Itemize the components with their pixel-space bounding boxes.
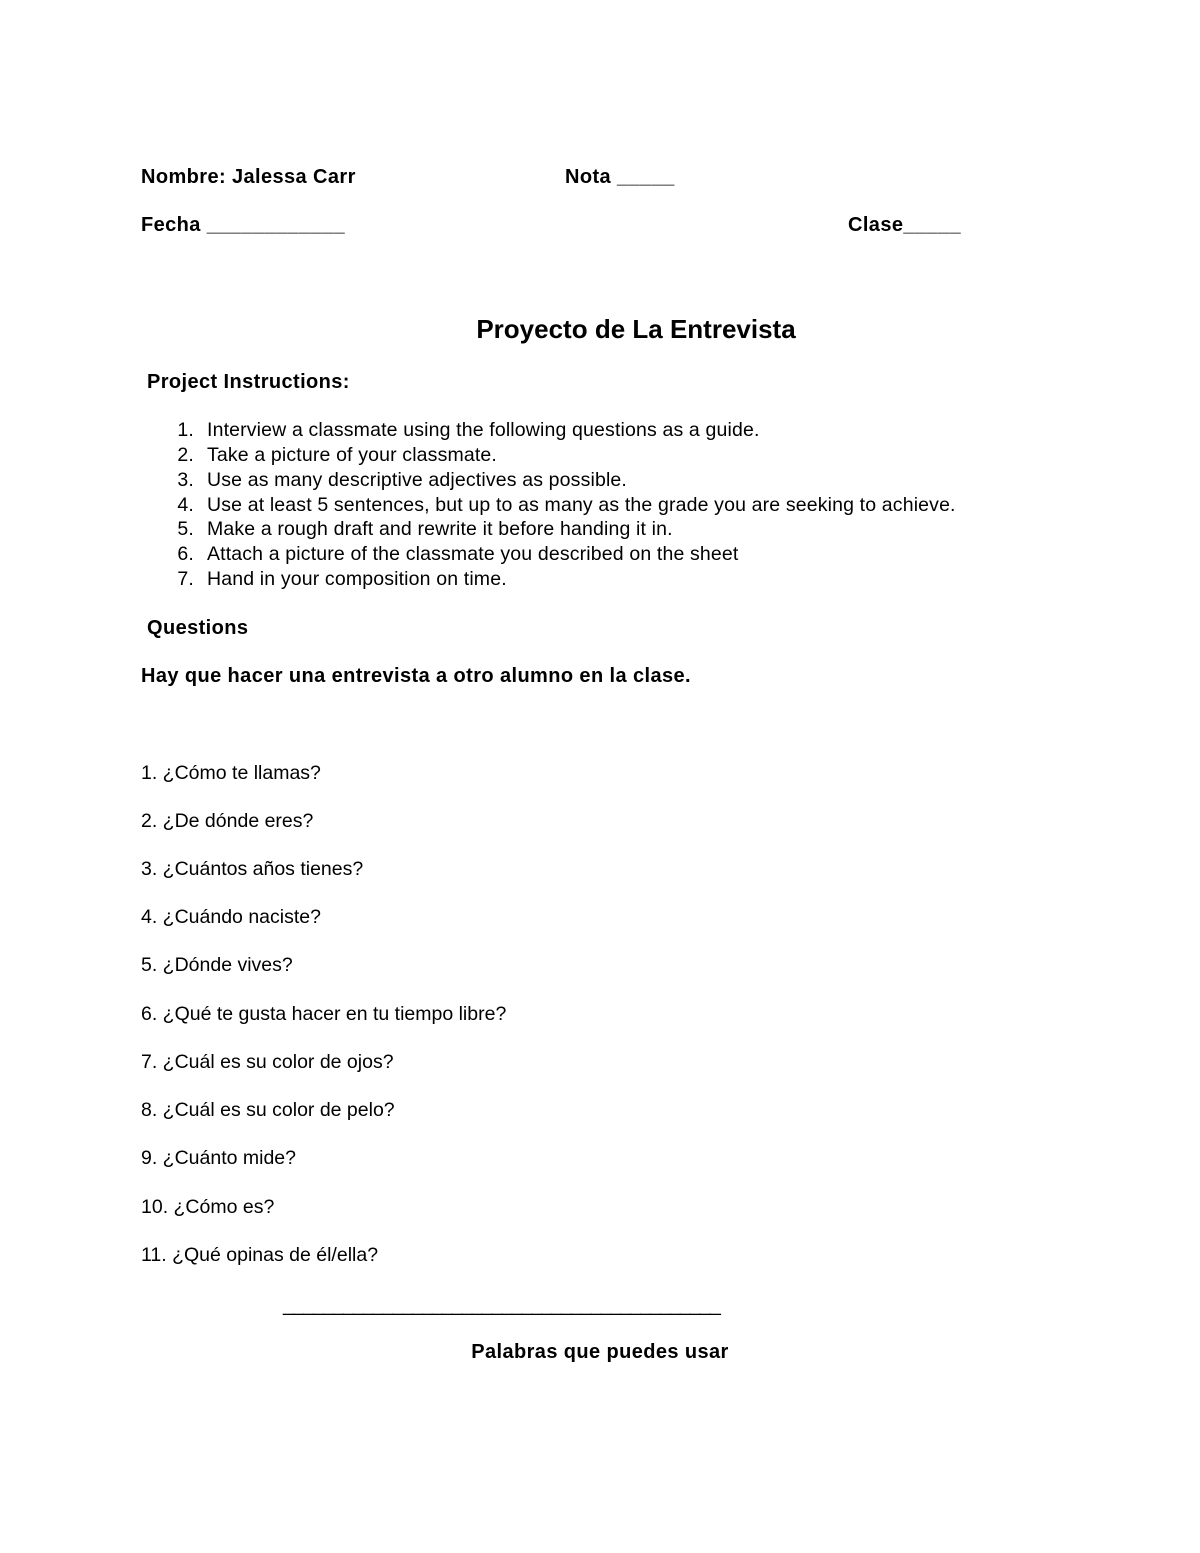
- instruction-item: 1. Interview a classmate using the following questions as a guide.: [177, 419, 760, 441]
- page-title: Proyecto de La Entrevista: [476, 314, 796, 344]
- question-item: 11. ¿Qué opinas de él/ella?: [141, 1244, 379, 1266]
- instruction-item: 2. Take a picture of your classmate.: [177, 444, 497, 466]
- instruction-item: 5. Make a rough draft and rewrite it before handing it in.: [177, 518, 673, 540]
- question-item: 5. ¿Dónde vives?: [141, 954, 293, 976]
- instructions-heading: Project Instructions:: [147, 371, 350, 393]
- question-item: 7. ¿Cuál es su color de ojos?: [141, 1051, 394, 1073]
- question-item: 4. ¿Cuándo naciste?: [141, 906, 321, 928]
- question-item: 9. ¿Cuánto mide?: [141, 1147, 297, 1169]
- clase-field: Clase_____: [848, 214, 961, 236]
- fecha-field: Fecha ____________: [141, 214, 346, 236]
- nota-field: Nota _____: [565, 166, 675, 188]
- question-item: 1. ¿Cómo te llamas?: [141, 762, 321, 784]
- questions-heading: Questions: [147, 617, 249, 639]
- question-item: 8. ¿Cuál es su color de pelo?: [141, 1099, 395, 1121]
- words-heading: Palabras que puedes usar: [471, 1341, 729, 1363]
- question-item: 6. ¿Qué te gusta hacer en tu tiempo libre?: [141, 1003, 507, 1025]
- instruction-item: 7. Hand in your composition on time.: [177, 568, 507, 590]
- questions-intro: Hay que hacer una entrevista a otro alumno en la clase.: [141, 665, 691, 687]
- question-item: 2. ¿De dónde eres?: [141, 810, 314, 832]
- divider-line: ____________________________________________: [283, 1294, 720, 1316]
- instruction-item: 6. Attach a picture of the classmate you described on the sheet: [177, 543, 739, 565]
- question-item: 3. ¿Cuántos años tienes?: [141, 858, 364, 880]
- instruction-item: 4. Use at least 5 sentences, but up to as many as the grade you are seeking to achieve.: [177, 494, 956, 516]
- instruction-item: 3. Use as many descriptive adjectives as possible.: [177, 469, 627, 491]
- nombre-field: Nombre: Jalessa Carr: [141, 166, 356, 188]
- question-item: 10. ¿Cómo es?: [141, 1196, 275, 1218]
